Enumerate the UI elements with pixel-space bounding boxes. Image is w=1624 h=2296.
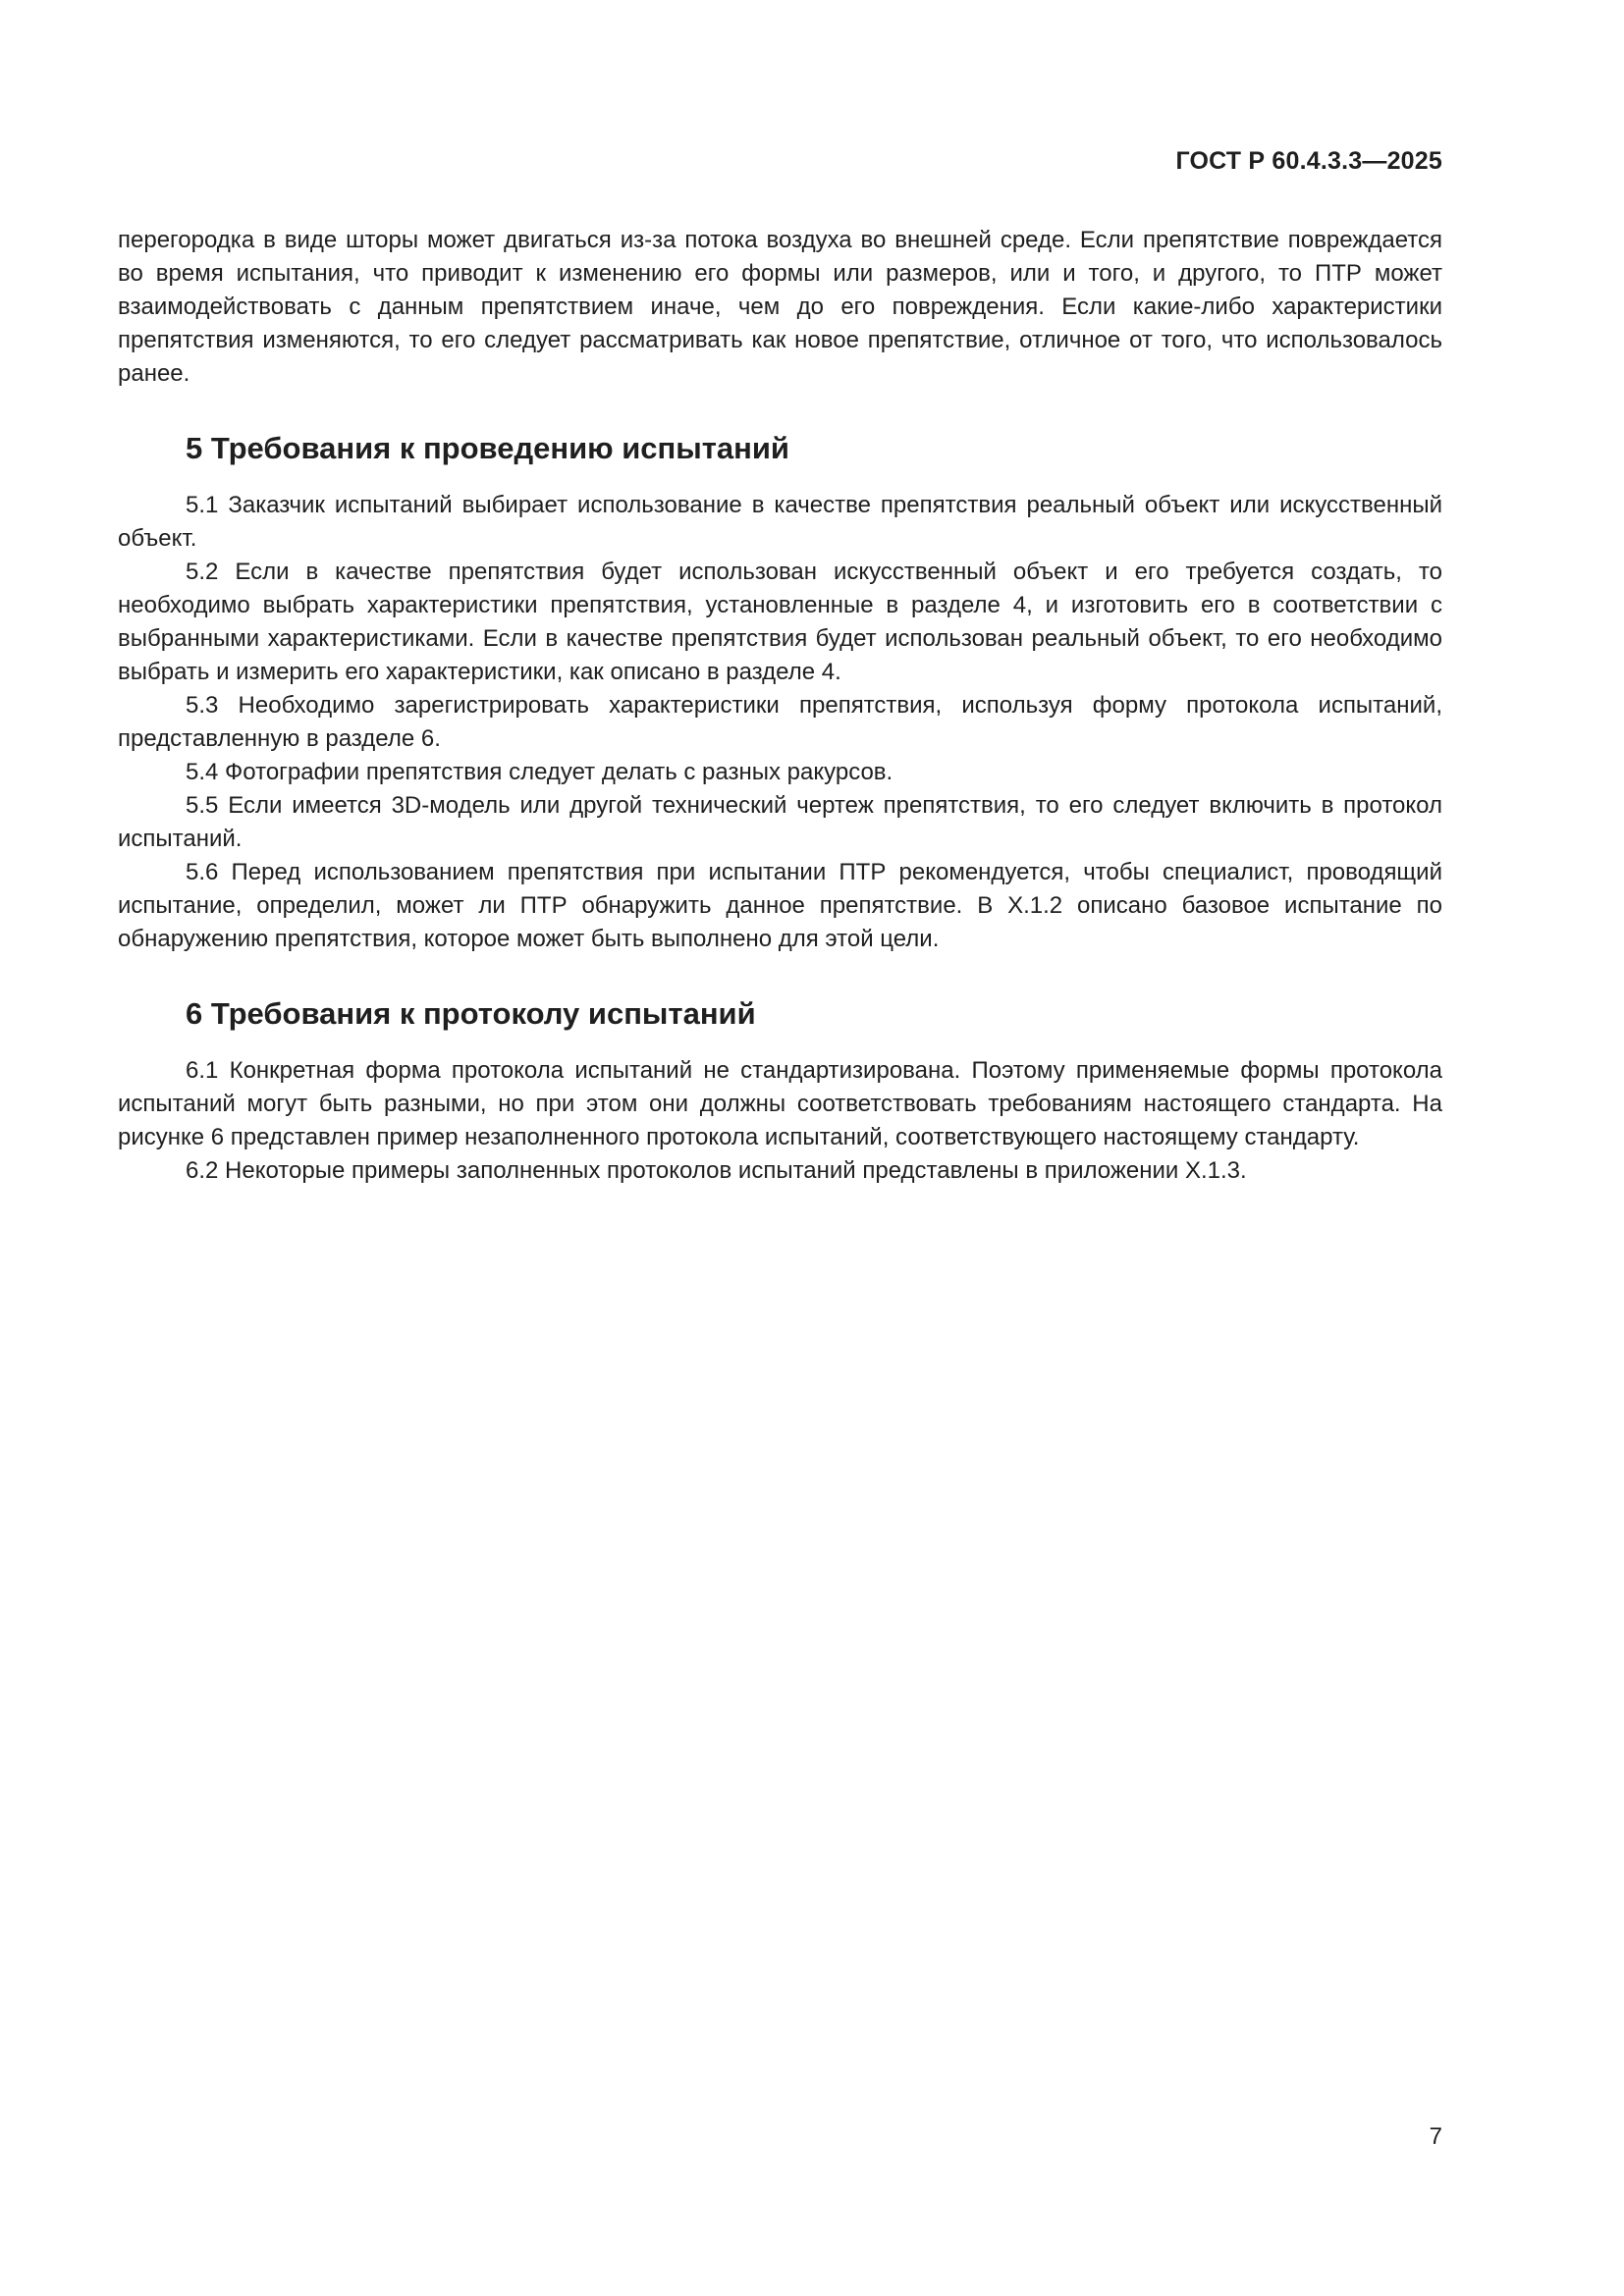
continued-paragraph: перегородка в виде шторы может двигаться из-за потока воздуха во внешней среде. Если препятствие повреждается во время испытания, что приводит к изменению его формы или размеров, или и того, и другого, то ПТР может взаимодействовать с данным препятствием иначе, чем до его повреждения. Если какие-либо характеристики препятствия изменяются, то его следует рассматривать как новое препятствие, отличное от того, что использовалось ранее. bbox=[118, 227, 1442, 387]
clause-5-5: 5.5 Если имеется 3D-модель или другой технический чертеж препятствия, то его следует включить в протокол испытаний. bbox=[118, 792, 1442, 852]
document-code: ГОСТ Р 60.4.3.3—2025 bbox=[1175, 147, 1442, 175]
clause-5-4: 5.4 Фотографии препятствия следует делать с разных ракурсов. bbox=[186, 759, 893, 785]
clause-5-6: 5.6 Перед использованием препятствия при испытании ПТР рекомендуется, чтобы специалист, проводящий испытание, определил, может ли ПТР обнаружить данное препятствие. В Х.1.2 описано базовое испытание по обнаружению препятствия, которое может быть выполнено для этой цели. bbox=[118, 859, 1442, 952]
section-5-title: 5 Требования к проведению испытаний bbox=[186, 431, 789, 465]
clause-6-2: 6.2 Некоторые примеры заполненных протоколов испытаний представлены в приложении Х.1.3. bbox=[186, 1157, 1247, 1184]
clause-6-1: 6.1 Конкретная форма протокола испытаний не стандартизирована. Поэтому применяемые формы протокола испытаний могут быть разными, но при этом они должны соответствовать требованиям настоящего стандарта. На рисунке 6 представлен пример незаполненного протокола испытаний, соответствующего настоящему стандарту. bbox=[118, 1057, 1442, 1150]
section-6-title: 6 Требования к протоколу испытаний bbox=[186, 996, 756, 1031]
clause-5-2: 5.2 Если в качестве препятствия будет использован искусственный объект и его требуется создать, то необходимо выбрать характеристики препятствия, установленные в разделе 4, и изготовить его в соответствии с выбранными характеристиками. Если в качестве препятствия будет использован реальный объект, то его необходимо выбрать и измерить его характеристики, как описано в разделе 4. bbox=[118, 559, 1442, 685]
page-content bbox=[118, 224, 1442, 1188]
clause-5-3: 5.3 Необходимо зарегистрировать характеристики препятствия, используя форму протокола испытаний, представленную в разделе 6. bbox=[118, 692, 1442, 752]
page-number: 7 bbox=[1429, 2123, 1442, 2150]
clause-5-1: 5.1 Заказчик испытаний выбирает использование в качестве препятствия реальный объект или искусственный объект. bbox=[118, 492, 1442, 552]
